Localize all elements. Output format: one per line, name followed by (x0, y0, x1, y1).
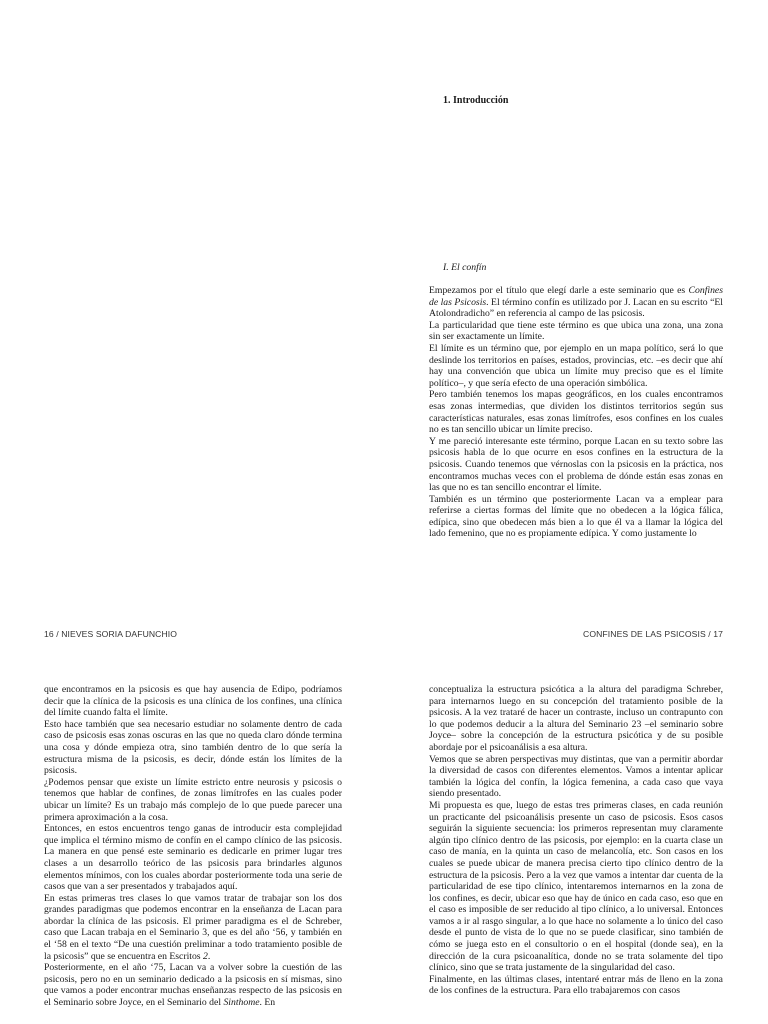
section-heading: I. El confín (443, 262, 487, 273)
text-run: Y me pareció interesante este término, porque Lacan en su texto sobre las psicosis habla de lo que ocurre en esos confines en la estructura de la psicosis. Cuando tenemos que vérnoslas con la psicosis en la práctica, nos encontramos muchas veces con el problema de dónde están esas zonas en las que no es tan sencillo encontrar el límite. (429, 435, 723, 494)
paragraph (44, 962, 342, 1008)
top-right-text-block (429, 285, 723, 540)
text-run: . (207, 950, 211, 962)
paragraph (44, 719, 342, 777)
text-run: El límite es un término que, por ejemplo en un mapa político, será lo que deslinde los territorios en países, estados, provincias, etc. –es decir que ahí hay una convención que ubica un límite muy preciso que es el límite político–, y que sería efecto de una operación simbólica. (429, 342, 723, 389)
text-run: Finalmente, en las últimas clases, intentaré entrar más de lleno en la zona de los confines de la estructura. Para ello trabajaremos con casos (429, 973, 723, 997)
paragraph (429, 494, 723, 540)
text-run: . En (259, 997, 276, 1009)
text-run: Pero también tenemos los mapas geográficos, en los cuales encontramos esas zonas intermedias, que dividen los distintos territorios según sus características naturales, esas zonas limítrofes, esos confines en los cuales no es tan sencillo ubicar un límite preciso. (429, 389, 723, 436)
paragraph (44, 893, 342, 963)
paragraph (44, 777, 342, 823)
paragraph (44, 684, 342, 719)
italic-text: Sinthome (223, 997, 260, 1009)
bottom-left-text-block (44, 684, 342, 1009)
text-run: Esto hace también que sea necesario estudiar no solamente dentro de cada caso de psicosis esas zonas oscuras en las que no queda claro dónde termina una cosa y dónde empieza otra, sino también dentro de lo que sería la estructura misma de la psicosis, es decir, dónde están los límites de la psicosis. (44, 718, 342, 777)
text-run: . El término confín es utilizado por J. Lacan en su escrito “El Atolondradicho” en referencia al campo de las psicosis. (429, 296, 723, 320)
text-run: Posteriormente, en el año ‘75, Lacan va a volver sobre la cuestión de las psicosis, pero no en un seminario dedicado a la psicosis en sí mismas, sino que vamos a poder encontrar muchas enseñanzas respecto de las psicosis en el Seminario sobre Joyce, en el Seminario del (44, 962, 342, 1009)
running-head-left: 16 / NIEVES SORIA DAFUNCHIO (44, 629, 178, 639)
text-run: Mi propuesta es que, luego de estas tres primeras clases, en cada reunión un practicante del psicoanálisis presente un caso de psicosis. Esos casos seguirán la siguiente secuencia: los primeros representan muy claramente algún tipo clínico dentro de las psicosis, por ejemplo: en la cuarta clase un caso de manía, en la quinta un caso de melancolía, etc. Son casos en los cuales se puede ubicar de manera precisa cierto tipo clínico dentro de la estructura de la psicosis. Pero a la vez que vamos a intentar dar cuenta de la particularidad de ese tipo clínico, intentaremos internarnos en la zona de los confines, es decir, ubicar eso que hay de único en cada caso, eso que en el caso es imposible de ser reducido al tipo clínico, a lo universal. Entonces vamos a ir al rasgo singular, a lo que hace no solamente a lo único del caso desde el punto de vista de lo que no se puede clasificar, sino también de cómo se juega esto en el consultorio o en el hospital (donde sea), en la dirección de la cura psicoanalítica, donde no se trata solamente del tipo clínico, sino que se trata justamente de la singularidad del caso. (429, 799, 723, 974)
paragraph (429, 320, 723, 343)
paragraph (429, 436, 723, 494)
italic-text: 2 (202, 950, 208, 962)
text-run: La particularidad que tiene este término es que ubica una zona, una zona sin ser exactamente un límite. (429, 319, 723, 343)
chapter-heading: 1. Introducción (443, 95, 509, 106)
paragraph (429, 684, 723, 754)
paragraph (429, 754, 723, 800)
paragraph (429, 974, 723, 997)
paragraph (44, 823, 342, 893)
paragraph (429, 343, 723, 389)
paragraph (429, 285, 723, 320)
bottom-right-text-block (429, 684, 723, 997)
paragraph (429, 389, 723, 435)
text-run: También es un término que posteriormente Lacan va a emplear para referirse a ciertas formas del límite que no obedecen a la lógica fálica, edípica, sino que obedecen más bien a lo que él va a llamar la lógica del lado femenino, que no es propiamente edípica. Y como justamente lo (429, 493, 723, 540)
running-head-right: CONFINES DE LAS PSICOSIS / 17 (583, 629, 723, 639)
text-run: conceptualiza la estructura psicótica a la altura del paradigma Schreber, para internarnos luego en su concepción del tratamiento posible de la psicosis. A la vez trataré de hacer un contraste, incluso un contrapunto con lo que podemos deducir a la altura del Seminario 23 –el seminario sobre Joyce– sobre la concepción de la estructura psicótica y de su posible abordaje por el psicoanálisis a esa altura. (429, 684, 723, 753)
text-run: Entonces, en estos encuentros tengo ganas de introducir esta complejidad que implica el término mismo de confín en el campo clínico de las psicosis. La manera en que pensé este seminario es dedicarle en primer lugar tres clases a un desarrollo teórico de las psicosis para brindarles algunos elementos mínimos, con los cuales abordar posteriormente toda una serie de casos que van a ser presentados y trabajados aquí. (44, 823, 342, 893)
text-run: Empezamos por el título que elegí darle a este seminario que es (429, 285, 689, 296)
italic-text: Confines de las Psicosis (429, 285, 723, 308)
text-run: que encontramos en la psicosis es que hay ausencia de Edipo, podríamos decir que la clínica de la psicosis es una clínica de los confines, una clínica del límite cuando falta el límite. (44, 684, 342, 719)
text-run: ¿Podemos pensar que existe un límite estricto entre neurosis y psicosis o tenemos que hablar de confines, de zonas limítrofes en las cuales poder ubicar un límite? Es un trabajo más complejo de lo que puede parecer una primera aproximación a la cosa. (44, 776, 342, 823)
text-run: Vemos que se abren perspectivas muy distintas, que van a permitir abordar la diversidad de casos con diferentes elementos. Vamos a intentar aplicar también la lógica del confín, la lógica femenina, a cada caso que vaya siendo presentado. (429, 753, 723, 800)
text-run: En estas primeras tres clases lo que vamos tratar de trabajar son los dos grandes paradigmas que podemos encontrar en la enseñanza de Lacan para abordar la clínica de las psicosis. El primer paradigma es el de Schreber, caso que Lacan trabaja en el Seminario 3, que es del año ‘56, y también en el ‘58 en el texto “De una cuestión preliminar a todo tratamiento posible de la psicosis” que se encuentra en Escritos (44, 892, 342, 962)
paragraph (429, 800, 723, 974)
